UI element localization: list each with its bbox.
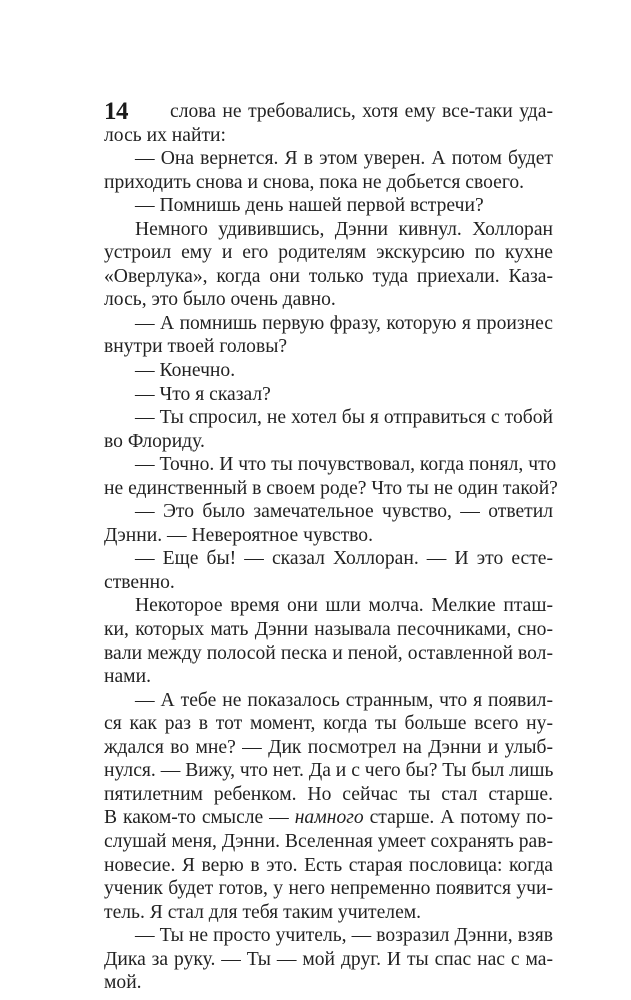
text-line: «Оверлука», когда они только туда приехали. Каза- (104, 265, 553, 287)
text-line: — Ты не просто учитель, — возразил Дэнни, взяв (135, 925, 553, 947)
text-line: — Это было замечательное чувство, — ответил (135, 501, 553, 523)
text-line: ученик будет готов, у него непременно появится учи- (104, 878, 553, 900)
text-line: — Помнишь день нашей первой встречи? (135, 195, 484, 217)
text-line: ждался во мне? — Дик посмотрел на Дэнни и улыб- (104, 736, 553, 758)
text-line: тель. Я стал для тебя таким учителем. (104, 901, 422, 923)
text-line: слушай меня, Дэнни. Вселенная умеет сохранять рав- (104, 830, 553, 852)
text-line: — Конечно. (135, 360, 236, 382)
text-line: новесие. Я верю в это. Есть старая пословица: когда (104, 854, 553, 876)
text-span: старше. А потому по- (363, 807, 553, 829)
text-line: внутри твоей головы? (104, 336, 288, 358)
emphasized-word: намного (294, 807, 364, 829)
text-line: во Флориду. (104, 430, 205, 452)
text-line: лось, это было очень давно. (104, 289, 336, 311)
text-line: — Еще бы! — сказал Холлоран. — И это есте- (135, 548, 553, 570)
text-line: нами. (104, 666, 151, 688)
text-line: приходить снова и снова, пока не добьется своего. (104, 171, 525, 193)
text-line (104, 806, 553, 830)
text-line: устроил ему и его родителям экскурсию по кухне (104, 242, 553, 264)
text-line: вали между полосой песка и пеной, оставленной вол- (104, 642, 553, 664)
text-line: — Она вернется. Я в этом уверен. А потом будет (135, 148, 553, 170)
text-line: — Ты спросил, не хотел бы я отправиться с тобой (135, 407, 553, 429)
text-line: слова не требовались, хотя ему все-таки уда- (170, 101, 553, 122)
text-line: пятилетним ребенком. Но сейчас ты стал старше. (104, 783, 553, 805)
text-span: В каком-то смысле — (104, 807, 295, 829)
text-line: мой. (104, 972, 142, 994)
text-line: — Что я сказал? (135, 383, 271, 405)
text-line: нулся. — Вижу, что нет. Да и с чего бы? Ты был лишь (104, 760, 554, 782)
text-line: — А помнишь первую фразу, которую я произнес (135, 312, 553, 334)
text-line: Дика за руку. — Ты — мой друг. И ты спас нас с ма- (104, 948, 553, 970)
page-number: 14 (104, 98, 128, 125)
text-line: Дэнни. — Невероятное чувство. (104, 524, 373, 546)
text-line: Некоторое время они шли молча. Мелкие пташ- (135, 595, 553, 617)
text-line: ственно. (104, 571, 175, 593)
text-line: Немного удивившись, Дэнни кивнул. Холлоран (135, 218, 553, 240)
text-line: — А тебе не показалось странным, что я появил- (135, 689, 553, 711)
text-line: — Точно. И что ты почувствовал, когда понял, что (135, 454, 557, 476)
body-text (104, 100, 558, 995)
text-line: не единственный в своем роде? Что ты не один такой? (104, 477, 558, 499)
text-line: ся как раз в тот момент, когда ты больше всего ну- (104, 713, 553, 735)
text-line: лось их найти: (104, 124, 226, 146)
text-line: ки, которых мать Дэнни называла песочниками, сно- (104, 619, 553, 641)
